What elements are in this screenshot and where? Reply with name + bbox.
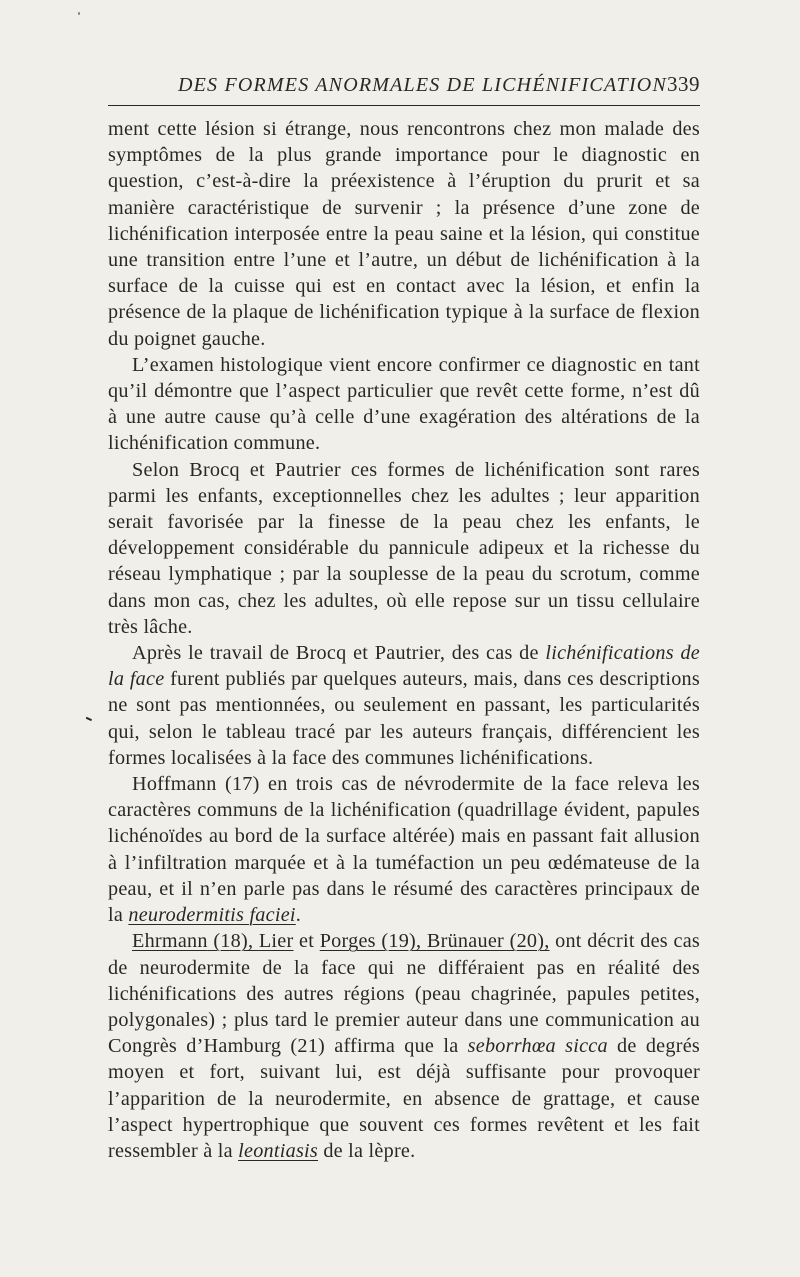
paragraph-5-text-2: . xyxy=(295,904,302,927)
paragraph-6-text-3: de la lèpre. xyxy=(318,1139,416,1162)
paragraph-4-text-2: furent publiés par quelques auteurs, mais, dans ces descriptions ne sont pas mentionnées, ou seulement en passant, les particularités qui, selon le tableau tracé par les auteurs français, différencient les formes localisées à la face des communes lichénifications. xyxy=(108,668,700,769)
header-rule xyxy=(108,105,700,106)
page-speck xyxy=(78,12,80,15)
conjunction-et: et xyxy=(293,930,320,953)
reference-18: (18), xyxy=(207,930,259,953)
paragraph-6-text-2: de degrés moyen et fort, suivant lui, est déjà suffisante pour provoquer l’apparition de la neurodermite, en absence de grattage, et cause l’aspect hypertrophique que souvent ces formes revêtent et les fait ressembler à la xyxy=(108,1035,701,1162)
paragraph-1: ment cette lésion si étrange, nous rencontrons chez mon malade des symptômes de la plus grande importance pour le diagnostic en question, c’est-à-dire la préexistence à l’éruption du prurit et sa manière caractéristique de survenir ; la présence d’une zone de lichénification interposée entre la peau saine et la lésion, qui constitue une transition entre l’une et l’autre, un début de lichénification à la surface de la cuisse qui est en contact avec la lésion, et enfin la présence de la plaque de lichénification typique à la surface de flexion du poignet gauche. xyxy=(108,118,700,350)
reference-20: (20), xyxy=(504,930,550,953)
author-lier: Lier xyxy=(258,930,294,953)
paragraph-5-text-1: Hoffmann (17) en trois cas de névrodermite de la face releva les caractères communs de la lichénification (quadrillage évident, papules lichénoïdes au bord de la surface altérée) mais en passant fait allusion à l’infiltration marquée et à la tuméfaction un peu œdémateuse de la peau, et il n’en parle pas dans le résumé des caractères principaux de la xyxy=(108,773,700,927)
paragraph-2: L’examen histologique vient encore confirmer ce diagnostic en tant qu’il démontre que l’aspect particulier que revêt cette forme, n’est dû à une autre cause qu’à celle d’une exagération des altérations de la lichénification commune. xyxy=(108,353,700,455)
paragraph-6 xyxy=(108,928,700,1164)
reference-19: (19), xyxy=(375,930,427,953)
page-number: 339 xyxy=(667,72,700,96)
paragraph-5 xyxy=(108,771,700,928)
running-title: DES FORMES ANORMALES DE LICHÉNIFICATION xyxy=(178,74,667,96)
author-ehrmann: Ehrmann xyxy=(132,930,208,953)
page-header xyxy=(108,70,700,100)
author-porges: Porges xyxy=(319,930,376,953)
body-text xyxy=(108,116,700,1164)
author-brunauer: Brünauer xyxy=(426,930,505,953)
margin-mark xyxy=(86,717,92,721)
paragraph-5-italic: neurodermitis faciei xyxy=(128,904,296,927)
paragraph-6-italic-2: leontiasis xyxy=(238,1139,319,1162)
paragraph-6-text-1: ont décrit des cas de neurodermite de la face qui ne différaient pas en réalité des lichénifications des autres régions (peau chagrinée, papules petites, polygonales) ; plus tard le premier auteur dans une communication au Congrès d’Hamburg (21) affirma que la xyxy=(108,930,701,1058)
paragraph-4 xyxy=(108,640,700,771)
paragraph-4-text-1: Après le travail de Brocq et Pautrier, des cas de xyxy=(132,642,546,665)
paragraph-4-italic: lichénifications de la face xyxy=(108,642,700,691)
paragraph-3: Selon Brocq et Pautrier ces formes de lichénification sont rares parmi les enfants, exceptionnelles chez les adultes ; leur apparition serait favorisée par la finesse de la peau chez les enfants, le développement considérable du pannicule adipeux et la richesse du réseau lymphatique ; par la souplesse de la peau du scrotum, comme dans mon cas, chez les adultes, où elle repose sur un tissu cellulaire très lâche. xyxy=(108,458,700,638)
paragraph-6-italic-1: seborrhœa sicca xyxy=(467,1035,608,1058)
